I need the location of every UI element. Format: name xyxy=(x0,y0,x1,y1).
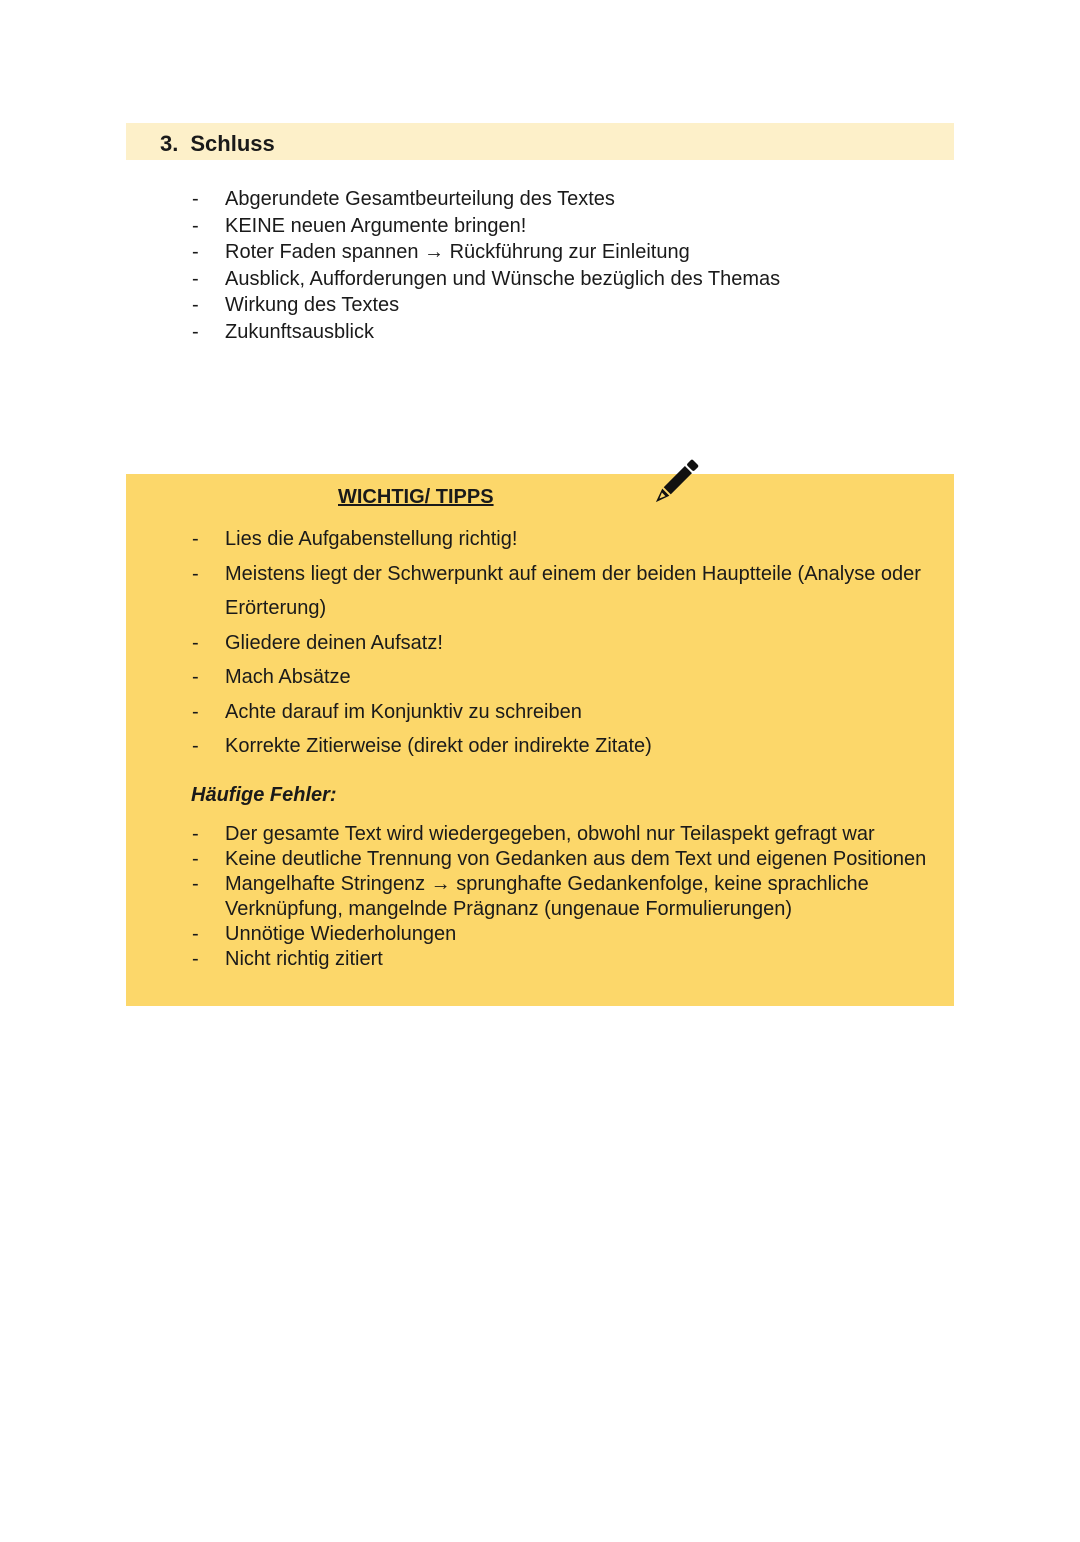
list-item: - Korrekte Zitierweise (direkt oder indirekte Zitate) xyxy=(192,735,652,757)
list-item: - Nicht richtig zitiert xyxy=(192,948,383,970)
section-title: 3. Schluss xyxy=(160,131,275,156)
list-item: - Lies die Aufgabenstellung richtig! xyxy=(192,528,518,550)
errors-list xyxy=(190,822,950,972)
list-item: - Meistens liegt der Schwerpunkt auf einem der beiden Hauptteile (Analyse oder Erörterung) xyxy=(192,562,921,619)
list-item: - Roter Faden spannen → Rückführung zur Einleitung xyxy=(192,241,690,264)
list-item: - Wirkung des Textes xyxy=(192,294,400,317)
tips-list xyxy=(190,522,950,764)
list-item: - Abgerundete Gesamtbeurteilung des Textes xyxy=(192,188,615,210)
list-item: - Gliedere deinen Aufsatz! xyxy=(192,631,443,654)
list-item: - Keine deutliche Trennung von Gedanken aus dem Text und eigenen Positionen xyxy=(192,848,927,870)
section-header xyxy=(126,123,954,160)
list-item: - Zukunftsausblick xyxy=(192,320,374,343)
errors-heading: Häufige Fehler: xyxy=(191,784,337,806)
list-item: - Mangelhafte Stringenz → sprunghafte Gedankenfolge, keine sprachliche Verknüpfung, mangelnde Prägnanz (ungenaue Formulierungen) xyxy=(192,873,869,920)
list-item: - KEINE neuen Argumente bringen! xyxy=(192,214,527,237)
pencil-icon xyxy=(648,456,702,510)
list-item: - Der gesamte Text wird wiedergegeben, obwohl nur Teilaspekt gefragt war xyxy=(192,823,875,845)
list-item: - Unnötige Wiederholungen xyxy=(192,923,457,945)
tips-title: WICHTIG/ TIPPS xyxy=(338,486,494,508)
list-item: - Ausblick, Aufforderungen und Wünsche bezüglich des Themas xyxy=(192,267,781,290)
list-item: - Mach Absätze xyxy=(192,666,351,688)
schluss-list xyxy=(190,186,780,346)
list-item: - Achte darauf im Konjunktiv zu schreiben xyxy=(192,700,582,723)
